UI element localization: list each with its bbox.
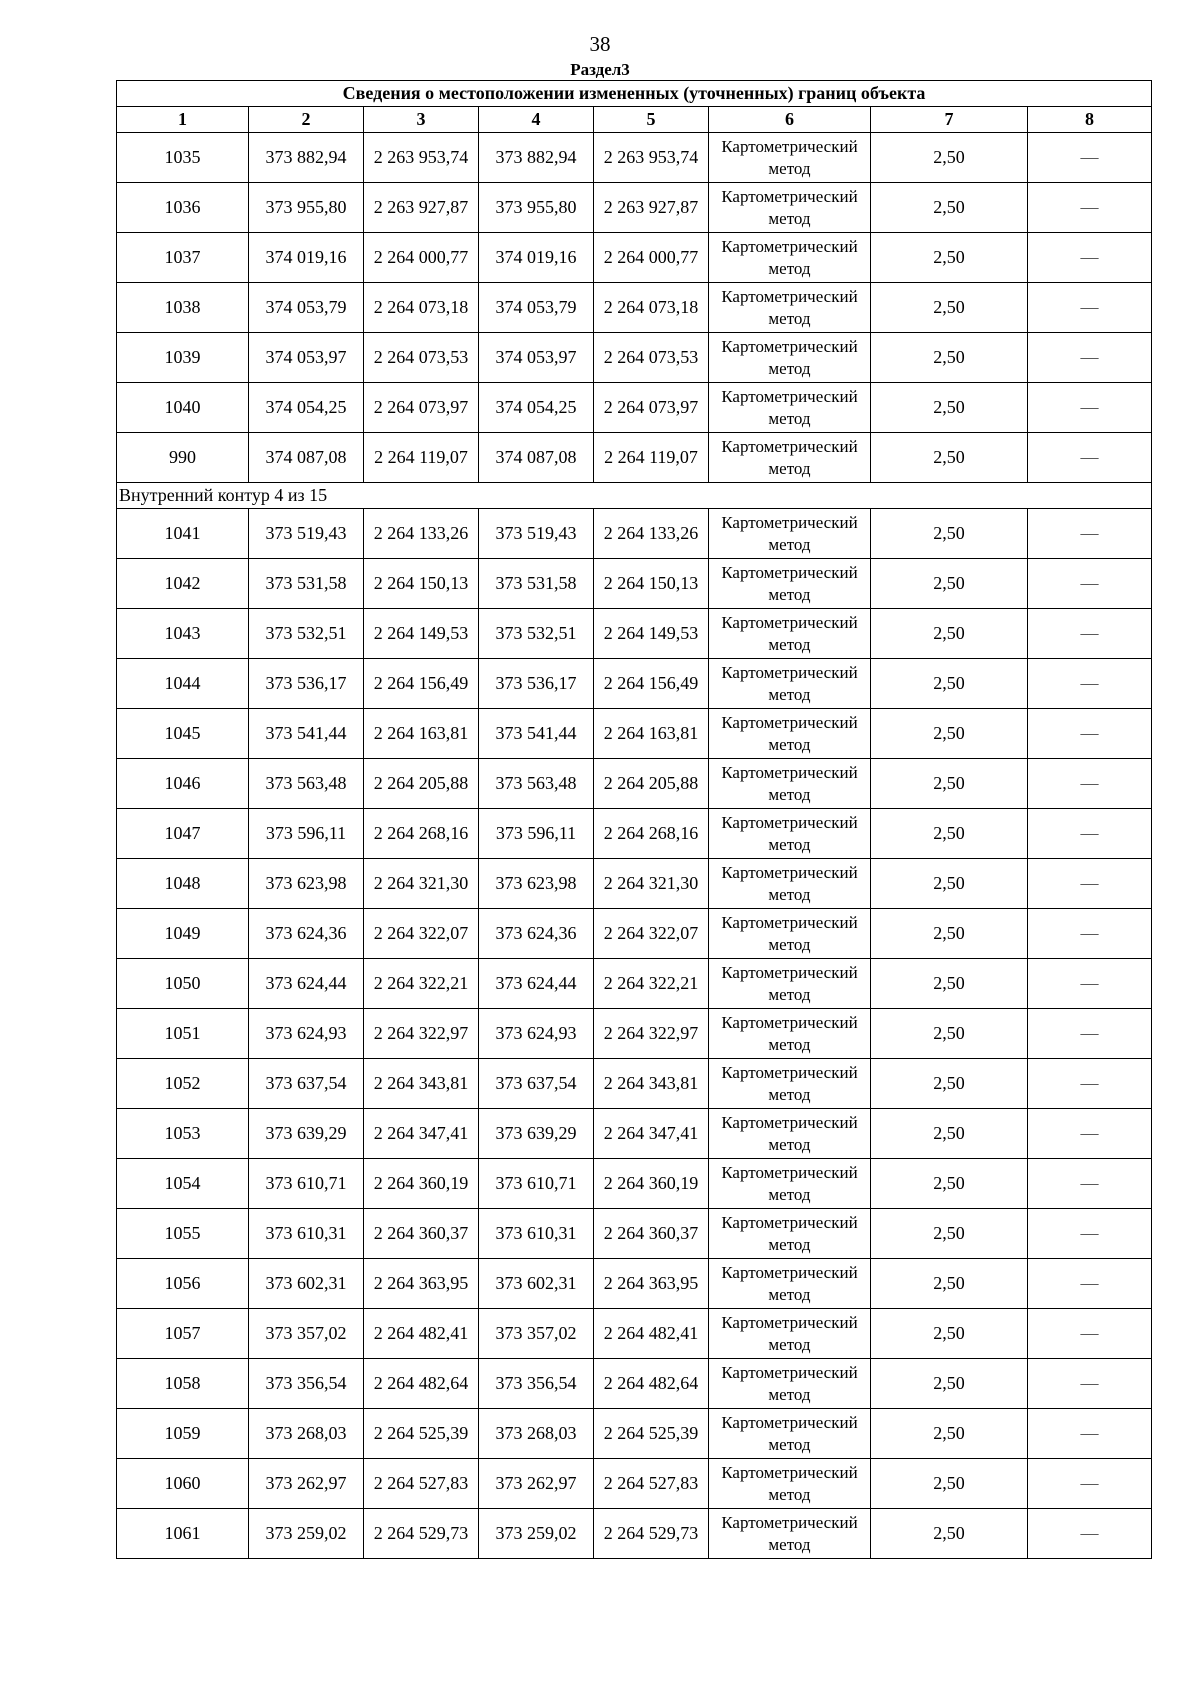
column-header: 7 [871,107,1028,133]
x-new-cell: 373 259,02 [479,1509,594,1559]
x-old-cell: 374 053,97 [249,333,364,383]
y-new-cell: 2 263 953,74 [594,133,709,183]
x-new-cell: 373 882,94 [479,133,594,183]
method-cell: Картометрический метод [709,133,871,183]
point-number-cell: 1045 [117,709,249,759]
x-old-cell: 373 519,43 [249,509,364,559]
method-cell: Картометрический метод [709,1359,871,1409]
note-cell: — [1028,1109,1152,1159]
method-cell: Картометрический метод [709,509,871,559]
method-cell: Картометрический метод [709,709,871,759]
table-row [117,1159,1152,1209]
table-row [117,133,1152,183]
table-row [117,433,1152,483]
note-cell: — [1028,1309,1152,1359]
y-new-cell: 2 264 000,77 [594,233,709,283]
y-old-cell: 2 264 000,77 [364,233,479,283]
point-number-cell: 1044 [117,659,249,709]
method-cell: Картометрический метод [709,1259,871,1309]
note-cell: — [1028,559,1152,609]
note-cell: — [1028,959,1152,1009]
y-old-cell: 2 264 322,97 [364,1009,479,1059]
accuracy-cell: 2,50 [871,859,1028,909]
x-new-cell: 373 563,48 [479,759,594,809]
note-cell: — [1028,759,1152,809]
y-old-cell: 2 264 343,81 [364,1059,479,1109]
note-cell: — [1028,859,1152,909]
point-number-cell: 1057 [117,1309,249,1359]
x-old-cell: 373 259,02 [249,1509,364,1559]
y-old-cell: 2 264 321,30 [364,859,479,909]
note-cell: — [1028,233,1152,283]
accuracy-cell: 2,50 [871,1009,1028,1059]
y-new-cell: 2 264 360,37 [594,1209,709,1259]
point-number-cell: 1060 [117,1459,249,1509]
y-old-cell: 2 264 133,26 [364,509,479,559]
x-new-cell: 373 602,31 [479,1259,594,1309]
accuracy-cell: 2,50 [871,759,1028,809]
note-cell: — [1028,333,1152,383]
note-cell: — [1028,183,1152,233]
x-new-cell: 373 624,93 [479,1009,594,1059]
table-row [117,959,1152,1009]
y-new-cell: 2 264 525,39 [594,1409,709,1459]
accuracy-cell: 2,50 [871,509,1028,559]
x-old-cell: 373 268,03 [249,1409,364,1459]
point-number-cell: 1051 [117,1009,249,1059]
note-cell: — [1028,1459,1152,1509]
method-cell: Картометрический метод [709,1459,871,1509]
accuracy-cell: 2,50 [871,1259,1028,1309]
method-cell: Картометрический метод [709,609,871,659]
table-row [117,509,1152,559]
point-number-cell: 1038 [117,283,249,333]
y-new-cell: 2 264 150,13 [594,559,709,609]
x-old-cell: 373 531,58 [249,559,364,609]
x-old-cell: 373 624,36 [249,909,364,959]
x-new-cell: 373 624,36 [479,909,594,959]
accuracy-cell: 2,50 [871,809,1028,859]
column-header: 5 [594,107,709,133]
accuracy-cell: 2,50 [871,183,1028,233]
accuracy-cell: 2,50 [871,1109,1028,1159]
x-old-cell: 373 610,71 [249,1159,364,1209]
table-row [117,1409,1152,1459]
y-old-cell: 2 264 322,21 [364,959,479,1009]
x-old-cell: 373 624,93 [249,1009,364,1059]
table-row [117,1459,1152,1509]
y-old-cell: 2 264 527,83 [364,1459,479,1509]
y-old-cell: 2 264 119,07 [364,433,479,483]
y-old-cell: 2 264 149,53 [364,609,479,659]
y-old-cell: 2 264 150,13 [364,559,479,609]
table-row [117,909,1152,959]
table-row [117,559,1152,609]
point-number-cell: 1053 [117,1109,249,1159]
x-old-cell: 373 532,51 [249,609,364,659]
note-cell: — [1028,1009,1152,1059]
method-cell: Картометрический метод [709,383,871,433]
y-old-cell: 2 264 525,39 [364,1409,479,1459]
note-cell: — [1028,1509,1152,1559]
accuracy-cell: 2,50 [871,283,1028,333]
table-row [117,659,1152,709]
note-cell: — [1028,383,1152,433]
y-old-cell: 2 264 363,95 [364,1259,479,1309]
y-old-cell: 2 264 268,16 [364,809,479,859]
y-new-cell: 2 264 322,21 [594,959,709,1009]
y-old-cell: 2 264 482,41 [364,1309,479,1359]
point-number-cell: 1037 [117,233,249,283]
y-new-cell: 2 264 321,30 [594,859,709,909]
point-number-cell: 1040 [117,383,249,433]
table-row [117,383,1152,433]
x-new-cell: 373 541,44 [479,709,594,759]
table-row [117,1359,1152,1409]
x-new-cell: 373 532,51 [479,609,594,659]
x-old-cell: 374 053,79 [249,283,364,333]
x-new-cell: 373 356,54 [479,1359,594,1409]
y-old-cell: 2 264 529,73 [364,1509,479,1559]
point-number-cell: 1035 [117,133,249,183]
method-cell: Картометрический метод [709,659,871,709]
point-number-cell: 1041 [117,509,249,559]
x-old-cell: 373 637,54 [249,1059,364,1109]
method-cell: Картометрический метод [709,959,871,1009]
point-number-cell: 1036 [117,183,249,233]
table-body [117,81,1152,1559]
x-new-cell: 373 639,29 [479,1109,594,1159]
table-row [117,333,1152,383]
x-old-cell: 374 087,08 [249,433,364,483]
y-old-cell: 2 264 073,53 [364,333,479,383]
y-new-cell: 2 264 156,49 [594,659,709,709]
accuracy-cell: 2,50 [871,559,1028,609]
y-new-cell: 2 263 927,87 [594,183,709,233]
accuracy-cell: 2,50 [871,709,1028,759]
accuracy-cell: 2,50 [871,1359,1028,1409]
y-old-cell: 2 264 156,49 [364,659,479,709]
y-old-cell: 2 264 360,37 [364,1209,479,1259]
table-row [117,1209,1152,1259]
y-new-cell: 2 264 073,53 [594,333,709,383]
method-cell: Картометрический метод [709,909,871,959]
y-old-cell: 2 264 347,41 [364,1109,479,1159]
accuracy-cell: 2,50 [871,133,1028,183]
point-number-cell: 1043 [117,609,249,659]
x-old-cell: 373 882,94 [249,133,364,183]
coordinates-table [116,80,1152,1559]
x-old-cell: 373 563,48 [249,759,364,809]
note-cell: — [1028,133,1152,183]
note-cell: — [1028,1209,1152,1259]
column-header: 2 [249,107,364,133]
note-cell: — [1028,809,1152,859]
table-row [117,1109,1152,1159]
x-old-cell: 373 596,11 [249,809,364,859]
accuracy-cell: 2,50 [871,233,1028,283]
method-cell: Картометрический метод [709,809,871,859]
x-new-cell: 374 054,25 [479,383,594,433]
note-cell: — [1028,659,1152,709]
y-new-cell: 2 264 268,16 [594,809,709,859]
table-caption: Сведения о местоположении измененных (уточненных) границ объекта [117,81,1152,107]
x-old-cell: 373 602,31 [249,1259,364,1309]
accuracy-cell: 2,50 [871,1459,1028,1509]
note-cell: — [1028,1259,1152,1309]
x-new-cell: 373 637,54 [479,1059,594,1109]
point-number-cell: 1059 [117,1409,249,1459]
note-cell: — [1028,1159,1152,1209]
y-new-cell: 2 264 133,26 [594,509,709,559]
accuracy-cell: 2,50 [871,1509,1028,1559]
column-header: 8 [1028,107,1152,133]
table-row [117,1509,1152,1559]
x-new-cell: 374 019,16 [479,233,594,283]
table-caption-row [117,81,1152,107]
x-old-cell: 373 639,29 [249,1109,364,1159]
x-new-cell: 373 596,11 [479,809,594,859]
note-cell: — [1028,609,1152,659]
accuracy-cell: 2,50 [871,1059,1028,1109]
x-new-cell: 373 623,98 [479,859,594,909]
x-new-cell: 373 531,58 [479,559,594,609]
contour-subheader-row [117,483,1152,509]
point-number-cell: 1058 [117,1359,249,1409]
table-row [117,809,1152,859]
y-new-cell: 2 264 119,07 [594,433,709,483]
y-old-cell: 2 264 073,18 [364,283,479,333]
x-old-cell: 373 624,44 [249,959,364,1009]
x-old-cell: 374 054,25 [249,383,364,433]
y-old-cell: 2 264 482,64 [364,1359,479,1409]
x-new-cell: 373 536,17 [479,659,594,709]
point-number-cell: 1054 [117,1159,249,1209]
note-cell: — [1028,909,1152,959]
point-number-cell: 1042 [117,559,249,609]
section-title: Раздел3 [570,60,630,79]
x-old-cell: 373 623,98 [249,859,364,909]
x-new-cell: 374 087,08 [479,433,594,483]
y-old-cell: 2 264 163,81 [364,709,479,759]
x-new-cell: 374 053,97 [479,333,594,383]
method-cell: Картометрический метод [709,559,871,609]
note-cell: — [1028,1359,1152,1409]
method-cell: Картометрический метод [709,1309,871,1359]
y-new-cell: 2 264 529,73 [594,1509,709,1559]
method-cell: Картометрический метод [709,333,871,383]
table-row [117,1259,1152,1309]
y-old-cell: 2 263 927,87 [364,183,479,233]
x-new-cell: 373 624,44 [479,959,594,1009]
y-new-cell: 2 264 149,53 [594,609,709,659]
table-row [117,1009,1152,1059]
x-old-cell: 373 610,31 [249,1209,364,1259]
point-number-cell: 1048 [117,859,249,909]
table-row [117,609,1152,659]
note-cell: — [1028,509,1152,559]
page-number: 38 [589,32,611,56]
method-cell: Картометрический метод [709,1209,871,1259]
point-number-cell: 990 [117,433,249,483]
x-old-cell: 373 356,54 [249,1359,364,1409]
x-old-cell: 373 541,44 [249,709,364,759]
table-row [117,183,1152,233]
x-old-cell: 373 262,97 [249,1459,364,1509]
contour-subheader: Внутренний контур 4 из 15 [117,483,1152,509]
table-row [117,283,1152,333]
y-new-cell: 2 264 363,95 [594,1259,709,1309]
accuracy-cell: 2,50 [871,433,1028,483]
y-new-cell: 2 264 343,81 [594,1059,709,1109]
y-new-cell: 2 264 073,97 [594,383,709,433]
column-header: 1 [117,107,249,133]
method-cell: Картометрический метод [709,283,871,333]
y-new-cell: 2 264 482,41 [594,1309,709,1359]
method-cell: Картометрический метод [709,1159,871,1209]
y-new-cell: 2 264 322,97 [594,1009,709,1059]
method-cell: Картометрический метод [709,1409,871,1459]
method-cell: Картометрический метод [709,233,871,283]
x-new-cell: 373 610,71 [479,1159,594,1209]
accuracy-cell: 2,50 [871,909,1028,959]
y-old-cell: 2 264 360,19 [364,1159,479,1209]
table-row [117,709,1152,759]
method-cell: Картометрический метод [709,859,871,909]
column-header: 4 [479,107,594,133]
note-cell: — [1028,283,1152,333]
method-cell: Картометрический метод [709,1109,871,1159]
table-row [117,233,1152,283]
point-number-cell: 1050 [117,959,249,1009]
accuracy-cell: 2,50 [871,1159,1028,1209]
accuracy-cell: 2,50 [871,659,1028,709]
x-old-cell: 373 357,02 [249,1309,364,1359]
x-new-cell: 373 519,43 [479,509,594,559]
accuracy-cell: 2,50 [871,959,1028,1009]
accuracy-cell: 2,50 [871,609,1028,659]
note-cell: — [1028,709,1152,759]
x-new-cell: 373 268,03 [479,1409,594,1459]
note-cell: — [1028,1409,1152,1459]
x-old-cell: 373 536,17 [249,659,364,709]
note-cell: — [1028,433,1152,483]
y-new-cell: 2 264 482,64 [594,1359,709,1409]
y-new-cell: 2 264 360,19 [594,1159,709,1209]
point-number-cell: 1056 [117,1259,249,1309]
table-header-row [117,107,1152,133]
point-number-cell: 1061 [117,1509,249,1559]
accuracy-cell: 2,50 [871,383,1028,433]
table-row [117,759,1152,809]
point-number-cell: 1039 [117,333,249,383]
x-old-cell: 374 019,16 [249,233,364,283]
accuracy-cell: 2,50 [871,1409,1028,1459]
accuracy-cell: 2,50 [871,1309,1028,1359]
table-row [117,1309,1152,1359]
column-header: 3 [364,107,479,133]
point-number-cell: 1052 [117,1059,249,1109]
y-old-cell: 2 264 205,88 [364,759,479,809]
point-number-cell: 1055 [117,1209,249,1259]
method-cell: Картометрический метод [709,1509,871,1559]
x-new-cell: 373 357,02 [479,1309,594,1359]
x-old-cell: 373 955,80 [249,183,364,233]
point-number-cell: 1046 [117,759,249,809]
accuracy-cell: 2,50 [871,1209,1028,1259]
y-new-cell: 2 264 527,83 [594,1459,709,1509]
y-old-cell: 2 263 953,74 [364,133,479,183]
column-header: 6 [709,107,871,133]
x-new-cell: 373 955,80 [479,183,594,233]
method-cell: Картометрический метод [709,759,871,809]
y-new-cell: 2 264 073,18 [594,283,709,333]
y-new-cell: 2 264 163,81 [594,709,709,759]
method-cell: Картометрический метод [709,1059,871,1109]
x-new-cell: 373 610,31 [479,1209,594,1259]
table-row [117,1059,1152,1109]
y-old-cell: 2 264 073,97 [364,383,479,433]
x-new-cell: 373 262,97 [479,1459,594,1509]
point-number-cell: 1047 [117,809,249,859]
table-row [117,859,1152,909]
method-cell: Картометрический метод [709,1009,871,1059]
y-new-cell: 2 264 205,88 [594,759,709,809]
method-cell: Картометрический метод [709,183,871,233]
note-cell: — [1028,1059,1152,1109]
x-new-cell: 374 053,79 [479,283,594,333]
method-cell: Картометрический метод [709,433,871,483]
y-new-cell: 2 264 347,41 [594,1109,709,1159]
point-number-cell: 1049 [117,909,249,959]
accuracy-cell: 2,50 [871,333,1028,383]
y-new-cell: 2 264 322,07 [594,909,709,959]
y-old-cell: 2 264 322,07 [364,909,479,959]
